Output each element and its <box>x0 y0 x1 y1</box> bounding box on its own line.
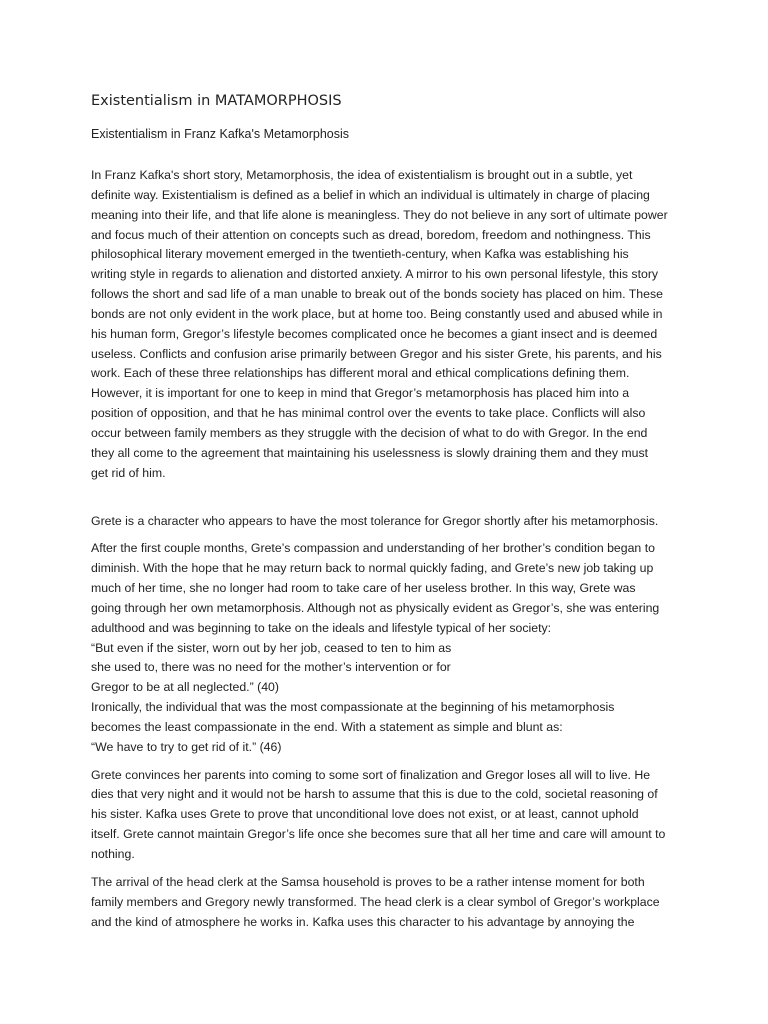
paragraph-line: In Franz Kafka's short story, Metamorphosis, the idea of existentialism is brought out in a subtle, yet <box>91 168 633 182</box>
paragraph-3 <box>91 539 676 757</box>
paragraph-line: Grete convinces her parents into coming to some sort of finalization and Gregor loses all will to live. He <box>91 767 651 782</box>
quote-line: Gregor to be at all neglected.” (40) <box>91 680 279 695</box>
paragraph-1 <box>91 166 676 484</box>
paragraph-line: philosophical literary movement emerged in the twentieth-century, when Kafka was establishing his <box>91 247 629 262</box>
paragraph-line: nothing. <box>91 847 135 861</box>
paragraph-line: going through her own metamorphosis. Although not as physically evident as Gregor’s, she was entering <box>91 600 660 615</box>
paragraph-line: becomes the least compassionate in the end. With a statement as simple and blunt as: <box>91 719 563 734</box>
paragraph-line: follows the short and sad life of a man unable to break out of the bonds society has placed on him. These <box>91 287 663 302</box>
paragraph-line: his sister. Kafka uses Grete to prove that unconditional love does not exist, or at least, cannot uphold <box>91 807 639 822</box>
paragraph-line: much of her time, she no longer had room to take care of her useless brother. In this way, Grete was <box>91 581 636 596</box>
paragraph-line: writing style in regards to alienation and distorted anxiety. A mirror to his own personal lifestyle, this story <box>91 267 659 282</box>
paragraph-line: After the first couple months, Grete’s compassion and understanding of her brother’s condition began to <box>91 541 655 556</box>
paragraph-line: Grete is a character who appears to have the most tolerance for Gregor shortly after his metamorphosis. <box>91 513 659 528</box>
paragraph-line: However, it is important for one to keep in mind that Gregor’s metamorphosis has placed him into a <box>91 386 630 401</box>
paragraph-line: and focus much of their attention on concepts such as dread, boredom, freedom and nothingness. This <box>91 227 651 242</box>
paragraph-4 <box>91 766 676 865</box>
paragraph-line: useless. Conflicts and confusion arise primarily between Gregor and his sister Grete, his parents, and his <box>91 346 662 361</box>
paragraph-line: his human form, Gregor’s lifestyle becomes complicated once he becomes a giant insect and is deemed <box>91 326 658 341</box>
quote-line: she used to, there was no need for the mother’s intervention or for <box>91 660 451 675</box>
paragraph-line: work. Each of these three relationships has different moral and ethical complications defining them. <box>91 366 630 381</box>
paragraph-line: meaning into their life, and that life alone is meaningless. They do not believe in any sort of ultimate power <box>91 207 668 222</box>
quote-line: “But even if the sister, worn out by her job, ceased to ten to him as <box>91 640 452 655</box>
paragraph-line: itself. Grete cannot maintain Gregor’s life once she becomes sure that all her time and care will amount to <box>91 827 666 842</box>
paragraph-line: Ironically, the individual that was the most compassionate at the beginning of his metamorphosis <box>91 700 615 715</box>
paragraph-line: occur between family members as they struggle with the decision of what to do with Gregor. In the end <box>91 425 648 440</box>
paragraph-line: definite way. Existentialism is defined as a belief in which an individual is ultimately in charge of placing <box>91 187 650 202</box>
paragraph-line: get rid of him. <box>91 465 166 480</box>
paragraph-line: bonds are not only evident in the work place, but at home too. Being constantly used and abused while in <box>91 306 663 321</box>
document-subtitle: Existentialism in Franz Kafka's Metamorphosis <box>91 127 350 141</box>
quote-line: “We have to try to get rid of it.” (46) <box>91 739 282 754</box>
paragraph-line: position of opposition, and that he has minimal control over the events to take place. Conflicts will also <box>91 406 646 421</box>
paragraph-5 <box>91 873 676 933</box>
paragraph-line: adulthood and was beginning to take on the ideals and lifestyle typical of her society: <box>91 620 552 635</box>
paragraph-line: family members and Gregory newly transformed. The head clerk is a clear symbol of Gregor’s workplace <box>91 894 660 909</box>
paragraph-line: they all come to the agreement that maintaining his uselessness is slowly draining them and they must <box>91 445 649 460</box>
paragraph-line: and the kind of atmosphere he works in. Kafka uses this character to his advantage by annoying the <box>91 914 635 929</box>
paragraph-line: The arrival of the head clerk at the Samsa household is proves to be a rather intense moment for both <box>91 874 645 889</box>
paragraph-line: diminish. With the hope that he may return back to normal quickly fading, and Grete’s new job taking up <box>91 561 654 576</box>
paragraph-line: dies that very night and it would not be harsh to assume that this is due to the cold, societal reasoning of <box>91 787 658 802</box>
paragraph-2 <box>91 512 676 532</box>
document-title: Existentialism in MATAMORPHOSIS <box>91 93 342 109</box>
